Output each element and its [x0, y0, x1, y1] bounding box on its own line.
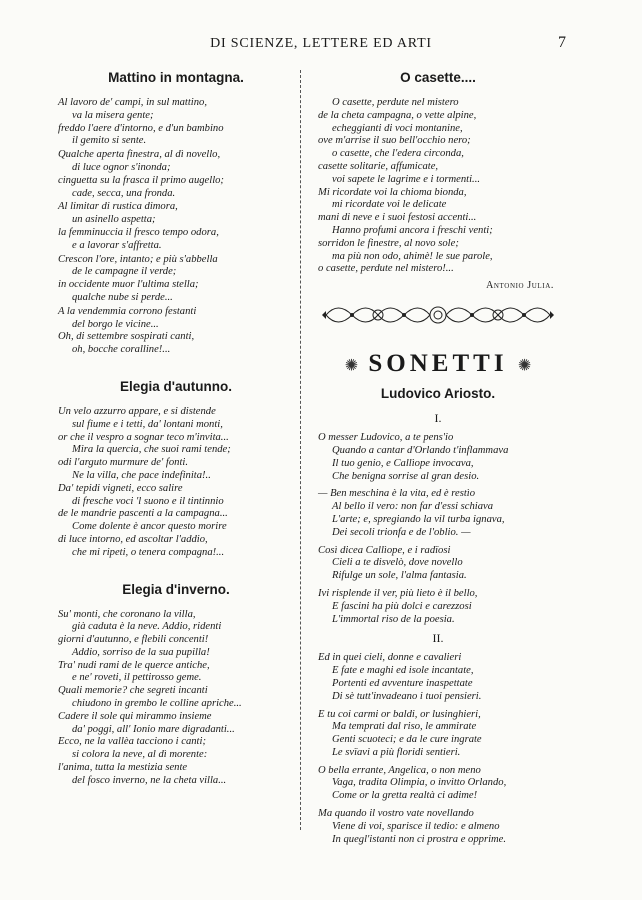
verse-line: Hanno profumi ancora i freschi venti; — [332, 224, 493, 236]
verse-line: qualche nube si perde... — [72, 291, 173, 303]
verse-line: Tra' nudi rami de le querce antiche, — [58, 659, 210, 671]
verse-line: cinguetta su la frasca il primo augello; — [58, 174, 224, 186]
verse-line: di fresche voci 'l suono e il tintinnio — [72, 495, 224, 507]
verse-line: Dei secoli trionfa e de l'oblio. — — [332, 526, 471, 538]
verse-line: ma più non odo, ahimè! le sue parole, — [332, 250, 493, 262]
verse-line: Il tuo genio, e Callìope invocava, — [332, 457, 474, 469]
verse-line: oh, bocche coralline!... — [72, 344, 171, 356]
verse-line: O bella errante, Angelica, o non meno — [318, 764, 481, 776]
verse-line: Come or la gretta realtà ci adime! — [332, 790, 478, 802]
verse-line: freddo l'aere d'intorno, e d'un bambino — [58, 122, 224, 134]
verse-line: l'anima, tutta la mestizia sente — [58, 762, 188, 774]
poem-title: Elegia d'autunno. — [120, 378, 232, 394]
verse-line: Qualche aperta finestra, al dì novello, — [58, 149, 221, 161]
verse-line: e a lavorar s'affretta. — [72, 239, 162, 251]
verse-line: del fosco inverno, ne la cheta villa... — [72, 774, 227, 786]
verse-line: E fate e maghi ed isole incantate, — [332, 665, 474, 677]
verse-line: O casette, perdute nel mistero — [332, 97, 459, 108]
running-head — [0, 36, 642, 56]
verse-line: Ma temprati dal riso, le ammirate — [332, 721, 477, 733]
verse-line: chiudono in grembo le colline apriche... — [72, 698, 242, 710]
running-title: DI SCIENZE, LETTERE ED ARTI — [210, 36, 432, 51]
verse-line: A la vendemmia corrono festanti — [58, 305, 197, 317]
verse-line: Quando a cantar d'Orlando t'inflammava — [332, 444, 509, 456]
verse-line: L'arte; e, spregiando la vil turba ignava, — [332, 513, 505, 525]
left-column — [58, 70, 294, 789]
verse-line: de la cheta campagna, o vette alpine, — [318, 109, 477, 121]
stanza — [318, 488, 558, 539]
verse-line: mi ricordate voi le delicate — [332, 199, 447, 211]
verse-line: già caduta è la neve. Addio, ridenti — [72, 621, 222, 633]
verse-line: Ecco, ne la vallèa tacciono i canti; — [58, 736, 206, 748]
stanza — [58, 406, 294, 560]
verse-line: si colora la neve, al dì morente: — [72, 749, 208, 761]
verse-line: Mi ricordate voi la chioma bionda, — [318, 186, 467, 198]
section-title-text: SONETTI — [368, 350, 508, 378]
verse-line: Quali memorie? che segreti incanti — [58, 685, 208, 697]
verse-line: che mi ripeti, o tenera compagna!... — [72, 546, 225, 558]
verse-line: Da' tepidi vigneti, ecco salire — [58, 482, 183, 494]
stanza — [318, 652, 558, 703]
poem-title: Mattino in montagna. — [108, 70, 244, 85]
verse-line: ove m'arrise il suo bell'occhio nero; — [318, 135, 471, 147]
verse-line: il gemito si sente. — [72, 135, 147, 147]
verse-line: Mira la quercia, che suoi rami tende; — [72, 444, 231, 456]
sonnet-numeral: I. — [434, 411, 442, 426]
verse-line: de le campagne il verde; — [72, 266, 177, 278]
stanza — [58, 254, 294, 305]
poem-body — [318, 97, 558, 276]
verse-line: Ne la villa, che pace indefinita!.. — [72, 469, 211, 481]
verse-line: o casette, che l'edera circonda, — [332, 148, 464, 160]
stanza — [318, 765, 558, 803]
sonnet-author: Ludovico Ariosto. — [380, 386, 496, 402]
verse-line: Crescon l'ore, intanto; e più s'abbella — [58, 253, 218, 265]
right-column — [318, 70, 558, 851]
rosette-left-icon: ✺ — [344, 357, 359, 375]
verse-line: di luce intorno, ed ascoltar l'addio, — [58, 533, 208, 545]
poem-title: O casette.... — [400, 70, 476, 85]
verse-line: L'immortal riso de la poesia. — [332, 613, 455, 625]
verse-line: Al lavoro de' campi, in sul mattino, — [58, 97, 207, 108]
sonnets — [318, 411, 558, 846]
verse-line: va la misera gente; — [72, 109, 154, 121]
stanza — [318, 709, 558, 760]
verse-line: da' poggi, all' Ionio mare digradanti... — [72, 723, 235, 735]
verse-line: di luce ognor s'inonda; — [72, 161, 171, 173]
verse-line: giorni d'autunno, e flebili concenti! — [58, 634, 209, 646]
verse-line: la femminuccia il fresco tempo odora, — [58, 226, 219, 238]
verse-line: Viene di voi, sparisce il tedio: e almeno — [332, 820, 500, 832]
stanza — [318, 432, 558, 483]
verse-line: o casette, perdute nel mistero!... — [318, 263, 454, 275]
verse-line: Le svïavi a più floridi sentieri. — [332, 746, 461, 758]
verse-line: del borgo le vicine... — [72, 318, 159, 330]
verse-line: echeggianti di voci montanine, — [332, 122, 463, 134]
poem-title: Elegia d'inverno. — [122, 581, 230, 597]
verse-line: O messer Ludovico, a te pens'io — [318, 432, 454, 444]
stanza — [58, 609, 294, 788]
verse-line: e ne' roveti, il pettirosso geme. — [72, 672, 202, 684]
stanza — [318, 588, 558, 626]
verse-line: Portenti ed avventure inaspettate — [332, 677, 473, 689]
stanza — [318, 808, 558, 846]
verse-line: Di sè tutt'invadeano i tuoi pensieri. — [332, 690, 482, 702]
verse-line: Ivi risplende il ver, più lieto è il bello, — [318, 587, 478, 599]
verse-line: Ed in quei cieli, donne e cavalieri — [318, 652, 462, 664]
verse-line: Rifulge un sole, l'alma fantasia. — [332, 570, 467, 582]
verse-line: Un velo azzurro appare, e si distende — [58, 405, 216, 417]
verse-line: E tu coi carmi or baldi, or lusinghieri, — [318, 708, 481, 720]
verse-line: mani di neve e i suoi festosi accenti... — [318, 212, 477, 224]
stanza — [58, 149, 294, 200]
stanza — [58, 97, 294, 148]
verse-line: Vaga, tradita Olimpia, o invitto Orlando, — [332, 777, 507, 789]
decorative-ornament — [318, 295, 558, 335]
verse-line: Oh, di settembre sospirati canti, — [58, 331, 195, 343]
verse-line: Su' monti, che coronano la villa, — [58, 608, 196, 620]
rosette-right-icon: ✺ — [517, 357, 532, 375]
verse-line: voi sapete le lagrime e i tormenti... — [332, 173, 480, 185]
verse-line: Al bello il vero: non far d'essi schiava — [332, 501, 494, 513]
verse-line: E fascini ha più dolci e carezzosi — [332, 600, 472, 612]
stanza — [58, 306, 294, 357]
verse-line: In quegl'istanti non ci prostra e opprime. — [332, 833, 507, 845]
verse-line: Al limitar di rustica dimora, — [58, 201, 178, 213]
verse-line: Che benigna sorrise al gran desio. — [332, 470, 480, 482]
stanza — [58, 201, 294, 252]
page-number: 7 — [558, 34, 566, 51]
poem-author: Antonio Julia. — [486, 280, 554, 292]
column-divider — [300, 70, 301, 830]
verse-line: cade, secca, una fronda. — [72, 187, 176, 199]
verse-line: Come dolente è ancor questo morire — [72, 521, 227, 533]
verse-line: Ma quando il vostro vate novellando — [318, 808, 474, 820]
verse-line: Genti scuoteci; e da le cure ingrate — [332, 734, 482, 746]
verse-line: — Ben meschina è la vita, ed è restìo — [318, 488, 476, 500]
verse-line: sul fiume e i tetti, da' lontani monti, — [72, 418, 223, 430]
verse-line: in occidente muor l'ultima stella; — [58, 279, 199, 291]
verse-line: or che il vespro a sognar teco m'invita... — [58, 431, 229, 443]
verse-line: casette solitarie, affumicate, — [318, 160, 439, 172]
verse-line: sorridon le finestre, al novo sole; — [318, 237, 459, 249]
verse-line: Cieli a te disvelò, dove novello — [332, 557, 463, 569]
verse-line: Così dicea Callìope, e i radïosi — [318, 544, 451, 556]
stanza — [318, 545, 558, 583]
verse-line: de le mandrie pascenti a la campagna... — [58, 508, 228, 520]
verse-line: un asinello aspetta; — [72, 214, 156, 226]
verse-line: odi l'arguto murmure de' fonti. — [58, 457, 188, 469]
verse-line: Addio, sorriso de la sua pupilla! — [72, 646, 210, 658]
section-title — [318, 350, 558, 378]
sonnet-numeral: II. — [432, 631, 444, 646]
verse-line: Cadere il sole qui mirammo insieme — [58, 710, 212, 722]
